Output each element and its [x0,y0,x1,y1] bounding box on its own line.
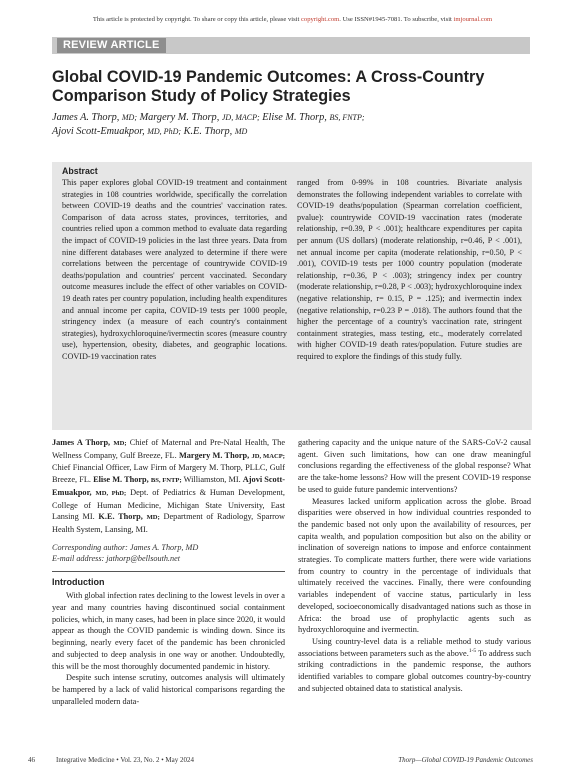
body-paragraph: With global infection rates declining to the lowest levels in over a year and many countries having discontinued social containment policies, which, in many cases, had been in place since 2020, it would appear as though the COVID pandemic is winding down. Since its beginning, nearly every facet of the pandemic has been chronicled and subjected to deep analysis in one way or another. Undoubtedly, this will be the most thoroughly documented pandemic in history. [52,591,285,671]
right-column [298,437,531,694]
abstract-column-right: ranged from 0-99% in 108 countries. Bivariate analysis demonstrates the following independent variables to correlate with COVID-19 deaths/population (Spearman correlation coefficient, pvalue): countrywide COVID-19 vaccination rates (moderate relationship, r=0.39, P < .001); healthcare expenditures per capita per annum (US dollars) (moderate relationship, r=0.46, P < .001), net annual income per capita (moderate relationship, r=0.50, P < .001), COVID-19 tests per 1000 country population (moderate relationship, r=0.36, P < .003); stringency index per country (moderate relationship, r=0.28, P < .003); hydroxychloroquine index (negative relationship, r= 0.15, P = .125); and ivermectin index (negative relationship, r=0.23 P = .018). The authors found that the higher the percentage of a country's vaccination rate, stringent containment strategies, mass testing, etc., moderately correlated with higher COVID-19 death rates/population. Future studies are required to explore the findings of this study fully. [297,178,522,361]
corresponding-author: Corresponding author: James A. Thorp, MD E-mail address: jathorp@bellsouth.net [52,542,199,563]
copyright-link[interactable]: copyright.com [300,16,340,23]
running-head: Thorp—Global COVID-19 Pandemic Outcomes [398,756,533,764]
page-footer [28,756,533,764]
author-credentials: MD, PhD; [147,126,182,136]
article-title: Global COVID-19 Pandemic Outcomes: A Cross-Country Comparison Study of Policy Strategies [52,68,485,105]
body-paragraph: Despite such intense scrutiny, outcomes analysis will ultimately be hampered by a lack of valid historical comparisons regarding the unparalleled modern data- [52,673,285,706]
affiliations: James A Thorp, MD; Chief of Maternal and Pre-Natal Health, The Wellness Company, Gulf Breeze, FL. Margery M. Thorp, JD, MACP; Chief Financial Officer, Law Firm of Margery M. Thorp, PLLC, Gulf Breeze, FL. Elise M. Thorp, BS, FNTP; Williamston, MI. Ajovi Scott-Emuakpor, MD, PhD; Dept. of Pediatrics & Human Development, College of Human Medicine, Michigan State University, East Lansing MI. K.E. Thorp, MD; Department of Radiology, Sparrow Health System, Lansing, MI. [52,438,286,534]
left-column [52,437,285,707]
citation-superscript: 1-5 [468,647,477,654]
body-paragraph: gathering capacity and the unique nature of the SARS-CoV-2 causal agent. Given such limitations, how can one draw meaningful conclusions regarding the effectiveness of the global response? What are the take-home lessons? How will the present COVID-19 response be used to guide future pandemic interventions? [298,438,531,494]
author-email[interactable]: E-mail address: jathorp@bellsouth.net [52,553,180,563]
copyright-notice: This article is protected by copyright. To share or copy this article, please visit copyright.com. Use ISSN#1945-7081. To subscribe, visit imjournal.com [92,16,493,23]
journal-citation: Integrative Medicine • Vol. 23, No. 2 • May 2024 [56,756,195,764]
body-paragraph: Measures lacked uniform application across the globe. Broad disparities were observed in how individual countries responded to the pandemic based not only upon the availability of resources, per capita wealth, and population composition but also on the ability or inclination of sovereign nations to impose and enforce containment strategies. To complicate matters further, there were wide variations from country to country in the percentage of individuals that ultimately received the vaccines. Finally, there were confounding variables independent of vaccine status, particularly in less developed, socioeconomically disadvantaged nations such as those in Africa: the broad use of prophylactic agents such as hydroxychloroquine and ivermectin. [298,496,531,635]
author-list [52,111,532,138]
author-name: Elise M. Thorp, [262,112,327,123]
author-name: Ajovi Scott-Emuakpor, [52,125,145,137]
abstract-column-left: This paper explores global COVID-19 treatment and containment strategies in 108 countries worldwide, specifically the correlation between COVID-19 deaths and the countries' vaccination rates. Comparison of data across states, provinces, territories, and countries relied upon a common method to evaluate data regarding the impact of COVID-19 policies in the last three years. Data from nine different databases were analyzed to determine if there were correlations between the percentage of countrywide COVID-19 deaths/population and countries' percent vaccinated. Secondary outcome measures include the effect of other variables on COVID-19 death rates per country population, including health expenditures and annual income per capita, COVID-19 tests per 1000 people, stringency index (a measure of each country's containment strategies), hydroxychloroquine/ivermectin scores (measure country use), hypertension, obesity, diabetes, and geographic locations. COVID-19 vaccination rates [62,178,287,361]
abstract-heading: Abstract [62,166,98,176]
section-label: REVIEW ARTICLE [57,38,166,53]
abstract-box [52,162,532,430]
author-credentials: MD [234,126,248,136]
author-credentials: MD; [121,113,137,122]
author-credentials: JD, MACP; [221,113,260,122]
author-credentials: BS, FNTP; [329,113,365,122]
author-name: K.E. Thorp, [183,125,233,137]
author-name: Margery M. Thorp, [139,112,220,123]
author-name: James A. Thorp, [52,112,120,123]
divider [52,571,285,572]
body-paragraph: Using country-level data is a reliable method to study various associations between parameters such as the above.$^{1-5}$ To address such striking contradictions in the pandemic response, the authors identified variables to compare global outcomes country-by-country and subjected obtained data to statistical analysis. [298,636,531,693]
subscribe-link[interactable]: imjournal.com [453,16,493,23]
page-number: 46 [28,756,35,764]
introduction-heading: Introduction [52,576,105,587]
